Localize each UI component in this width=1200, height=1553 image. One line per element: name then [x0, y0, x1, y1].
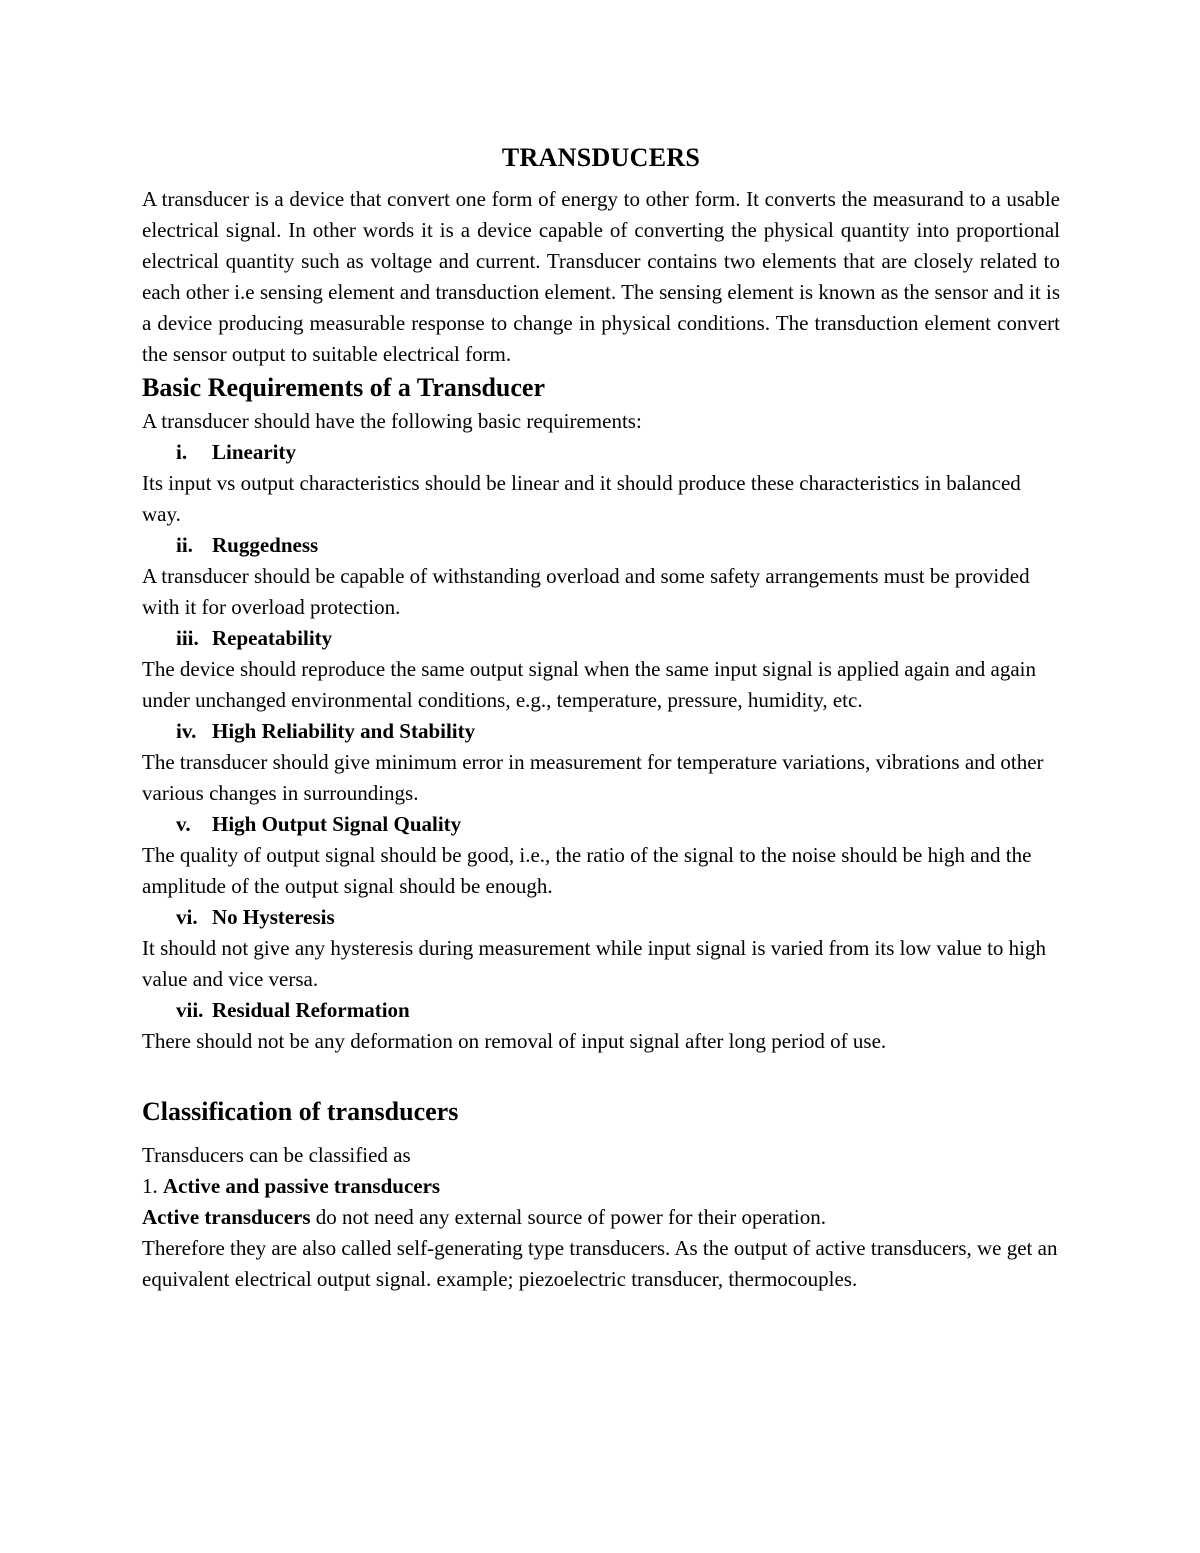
requirement-description: A transducer should be capable of withstanding overload and some safety arrangements must be provided with it for overload protection.: [142, 564, 1030, 619]
requirement-description: Its input vs output characteristics should be linear and it should produce these characteristics in balanced way.: [142, 471, 1021, 526]
requirement-number: vii.: [176, 998, 204, 1022]
requirement-heading: [142, 995, 1060, 1026]
requirement-description: It should not give any hysteresis during measurement while input signal is varied from its low value to high value and vice versa.: [142, 936, 1047, 991]
requirements-lead: A transducer should have the following basic requirements:: [142, 409, 642, 433]
requirement-heading: [142, 623, 1060, 654]
requirement-number-wrap: [142, 530, 212, 561]
active-paragraph-2: Therefore they are also called self-generating type transducers. As the output of active transducers, we get an equivalent electrical output signal. example; piezoelectric transducer, thermocouples.: [142, 1236, 1058, 1291]
requirement-number: ii.: [176, 533, 193, 557]
active-paragraph: [142, 1202, 1060, 1233]
requirement-title: Linearity: [212, 440, 296, 464]
intro-paragraph: A transducer is a device that convert one form of energy to other form. It converts the measurand to a usable electrical signal. In other words it is a device capable of converting the physical quantity into proportional electrical quantity such as voltage and current. Transducer contains two elements that are closely related to each other i.e sensing element and transduction element. The sensing element is known as the sensor and it is a device producing measurable response to change in physical conditions. The transduction element convert the sensor output to suitable electrical form.: [142, 187, 1060, 366]
requirement-description: There should not be any deformation on removal of input signal after long period of use.: [142, 1029, 887, 1053]
requirement-title: High Reliability and Stability: [212, 719, 476, 743]
requirement-number: i.: [176, 440, 188, 464]
requirement-number-wrap: [142, 809, 212, 840]
classification-heading: Classification of transducers: [142, 1097, 459, 1126]
requirement-title: High Output Signal Quality: [212, 812, 462, 836]
requirement-title: Residual Reformation: [212, 998, 410, 1022]
requirement-heading: [142, 902, 1060, 933]
requirement-number: iii.: [176, 626, 199, 650]
requirement-heading: [142, 716, 1060, 747]
subsection-heading: [142, 1171, 1060, 1202]
requirement-number-wrap: [142, 995, 212, 1026]
requirement-number-wrap: [142, 623, 212, 654]
requirement-number-wrap: [142, 437, 212, 468]
requirement-description: The quality of output signal should be good, i.e., the ratio of the signal to the noise should be high and the amplitude of the output signal should be enough.: [142, 843, 1032, 898]
requirement-title: No Hysteresis: [212, 905, 335, 929]
active-definition: do not need any external source of power for their operation.: [310, 1205, 827, 1229]
subsection-title: Active and passive transducers: [163, 1174, 441, 1198]
requirement-title: Ruggedness: [212, 533, 319, 557]
classification-lead: Transducers can be classified as: [142, 1143, 411, 1167]
requirements-list: [142, 437, 1060, 1057]
requirement-heading: [142, 437, 1060, 468]
requirement-number-wrap: [142, 716, 212, 747]
requirement-description: The device should reproduce the same output signal when the same input signal is applied again and again under unchanged environmental conditions, e.g., temperature, pressure, humidity, etc.: [142, 657, 1036, 712]
requirement-number-wrap: [142, 902, 212, 933]
requirement-heading: [142, 530, 1060, 561]
active-term: Active transducers: [142, 1205, 311, 1229]
subsection-number: 1.: [142, 1174, 158, 1198]
requirements-heading: Basic Requirements of a Transducer: [142, 373, 545, 402]
requirement-heading: [142, 809, 1060, 840]
requirement-number: v.: [176, 812, 191, 836]
spacer: [142, 1057, 1060, 1088]
requirement-title: Repeatability: [212, 626, 333, 650]
requirement-number: vi.: [176, 905, 198, 929]
document-title: TRANSDUCERS: [501, 143, 701, 172]
requirement-number: iv.: [176, 719, 197, 743]
requirement-description: The transducer should give minimum error in measurement for temperature variations, vibrations and other various changes in surroundings.: [142, 750, 1044, 805]
document-page: [142, 136, 1060, 1295]
